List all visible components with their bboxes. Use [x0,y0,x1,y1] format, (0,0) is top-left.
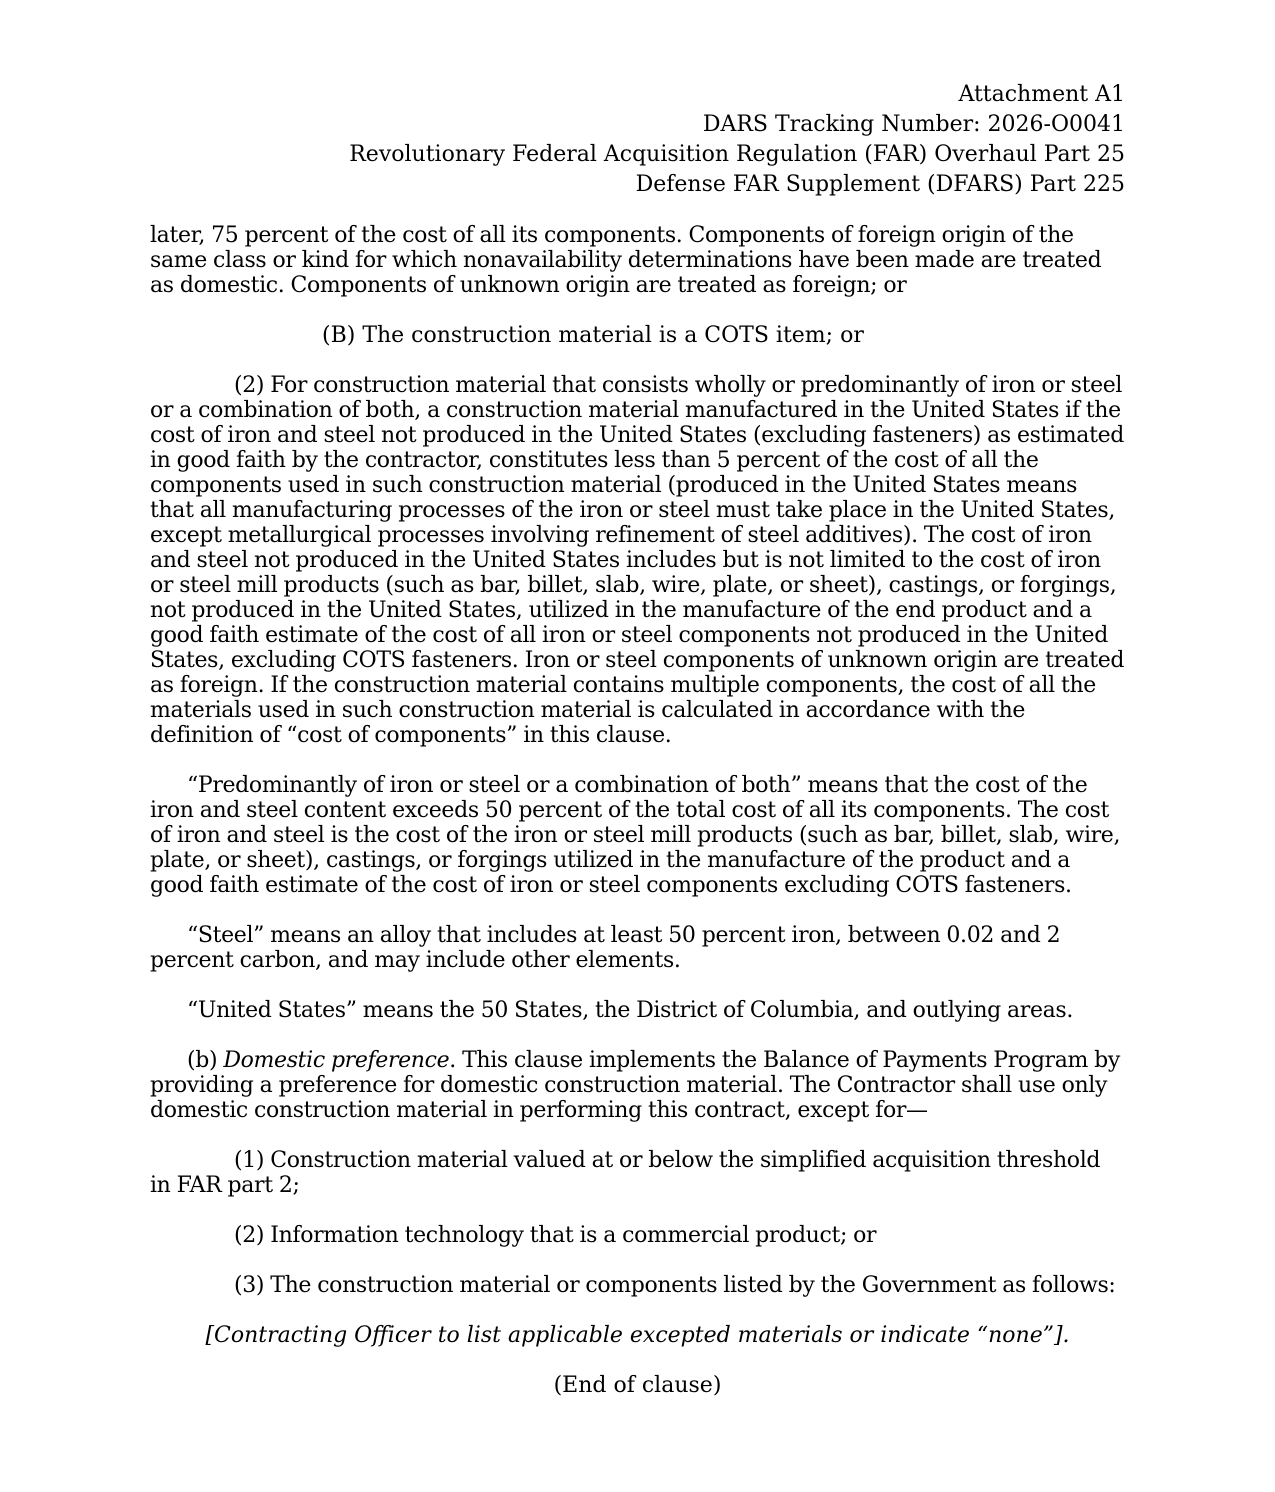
paragraph-continued: later, 75 percent of the cost of all its components. Components of foreign origin of the same class or kind for which nonavailability determinations have been made are treated as domestic. Components of unknown origin are treated as foreign; or [150,223,1102,298]
definition-predominantly: “Predominantly of iron or steel or a combination of both” means that the cost of the iron and steel content exceeds 50 percent of the total cost of all its components. The cost of iron and steel is the cost of the iron or steel mill products (such as bar, billet, slab, wire, plate, or sheet), castings, or forgings utilized in the manufacture of the product and a good faith estimate of the cost of iron or steel components excluding COTS fasteners. [150,773,1121,898]
page-header [150,80,1125,200]
definition-united-states: “United States” means the 50 States, the District of Columbia, and outlying areas. [187,998,1073,1023]
header-far-part: Revolutionary Federal Acquisition Regulation (FAR) Overhaul Part 25 [349,142,1125,167]
contracting-officer-instruction: [Contracting Officer to list applicable excepted materials or indicate “none”]. [205,1323,1070,1348]
paragraph-b-rest: . This clause implements the Balance of Payments Program by providing a preference for domestic construction material. The Contractor shall use only domestic construction material in performing this contract, except for— [150,1048,1120,1123]
header-dfars-part: Defense FAR Supplement (DFARS) Part 225 [635,172,1125,197]
paragraph-b-2: (2) Information technology that is a commercial product; or [234,1223,877,1248]
paragraph-b-heading: Domestic preference [223,1048,450,1073]
paragraph-a-2-ii-b: (B) The construction material is a COTS item; or [322,323,864,348]
definition-steel: “Steel” means an alloy that includes at least 50 percent iron, between 0.02 and 2 percent carbon, and may include other elements. [150,923,1061,973]
header-tracking-number: DARS Tracking Number: 2026-O0041 [702,112,1125,137]
paragraph-b-prefix: (b) [187,1048,224,1073]
end-of-clause: (End of clause) [553,1373,722,1398]
paragraph-b-domestic-preference [150,1048,1125,1123]
document-body [150,223,1125,1423]
paragraph-b-1: (1) Construction material valued at or below the simplified acquisition threshold in FAR part 2; [150,1148,1101,1198]
paragraph-b-3: (3) The construction material or components listed by the Government as follows: [234,1273,1116,1298]
header-attachment: Attachment A1 [958,82,1125,107]
paragraph-2-iron-steel: (2) For construction material that consists wholly or predominantly of iron or steel or a combination of both, a construction material manufactured in the United States if the cost of iron and steel not produced in the United States (excluding fasteners) as estimated in good faith by the contractor, constitutes less than 5 percent of the cost of all the components used in such construction material (produced in the United States means that all manufacturing processes of the iron or steel must take place in the United States, except metallurgical processes involving refinement of steel additives). The cost of iron and steel not produced in the United States includes but is not limited to the cost of iron or steel mill products (such as bar, billet, slab, wire, plate, or sheet), castings, or forgings, not produced in the United States, utilized in the manufacture of the end product and a good faith estimate of the cost of all iron or steel components not produced in the United States, excluding COTS fasteners. Iron or steel components of unknown origin are treated as foreign. If the construction material contains multiple components, the cost of all the materials used in such construction material is calculated in accordance with the definition of “cost of components” in this clause. [150,373,1125,748]
